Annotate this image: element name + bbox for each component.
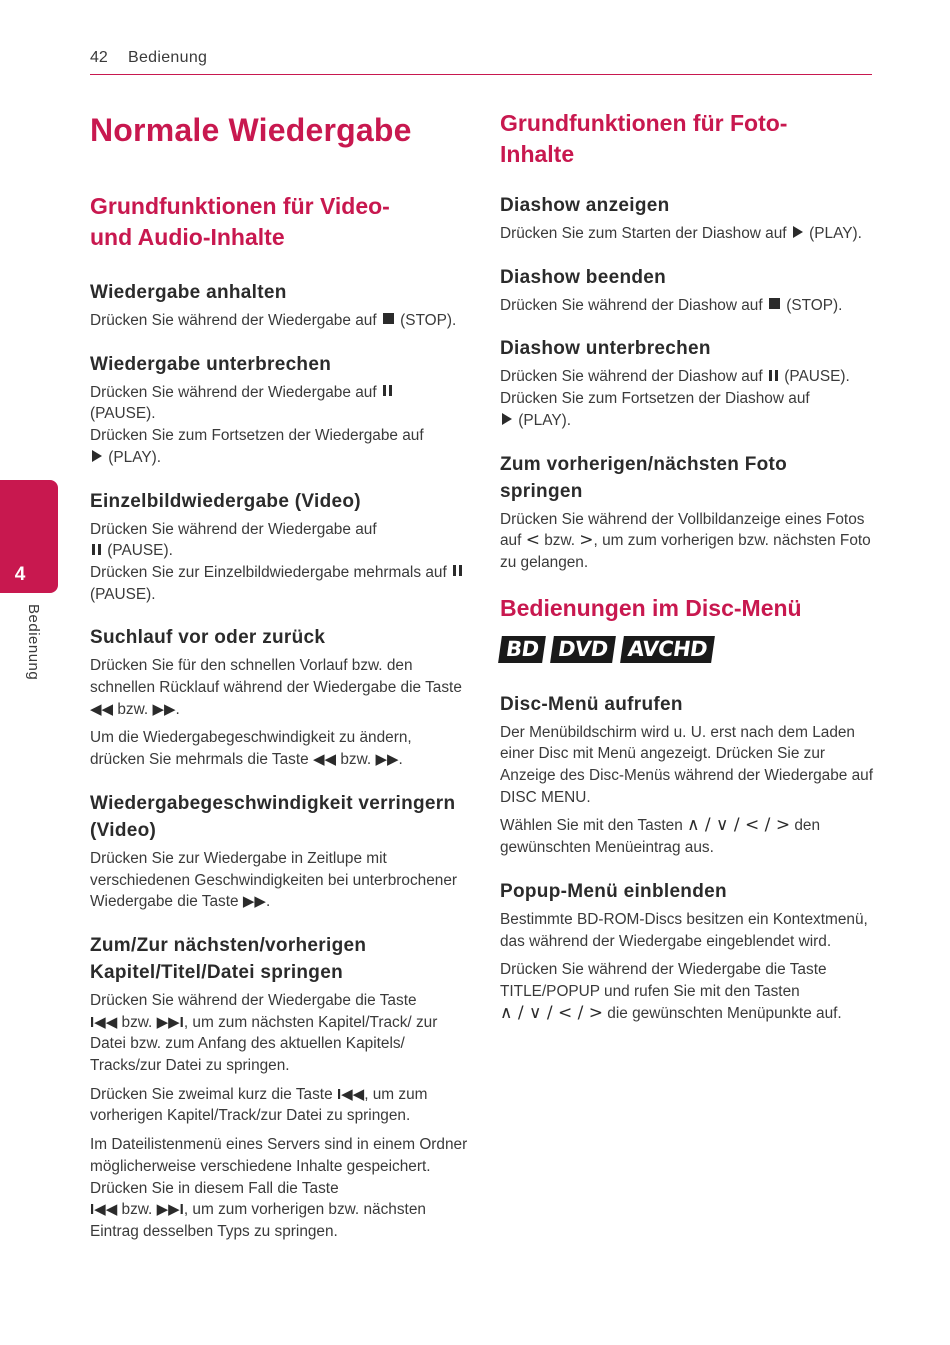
section-skip xyxy=(90,932,470,1243)
heading-stop: Wiedergabe anhalten xyxy=(90,282,287,303)
text-search-1: Drücken Sie für den schnellen Vorlauf bzw. den schnellen Rücklauf während der Wiedergabe die Taste ◀◀ bzw. ▶▶. xyxy=(90,657,462,718)
section-photo-skip xyxy=(500,451,875,574)
skip-next-icon: ▶▶I xyxy=(156,1013,184,1031)
header-section-name: Bedienung xyxy=(128,49,208,66)
text-disc-menu-2: Wählen Sie mit den Tasten ∧ / ∨ / < / > den gewünschten Menüeintrag aus. xyxy=(500,815,821,857)
heading-slideshow-start: Diashow anzeigen xyxy=(500,195,670,216)
play-icon xyxy=(502,413,512,425)
heading-slow: Wiedergabegeschwindigkeit verringern (Video) xyxy=(90,792,456,841)
text-pause: Drücken Sie während der Wiedergabe auf (PAUSE). Drücken Sie zum Fortsetzen der Wiedergabe auf (PLAY). xyxy=(90,383,424,466)
heading-skip: Zum/Zur nächsten/vorherigen Kapitel/Titel/Datei springen xyxy=(90,934,367,983)
text-stop: Drücken Sie während der Wiedergabe auf (STOP). xyxy=(90,312,457,329)
heading-disc-menu: Disc-Menü aufrufen xyxy=(500,693,683,715)
bd-badge: BD xyxy=(498,636,546,663)
rewind-icon: ◀◀ xyxy=(90,700,114,718)
skip-previous-icon: I◀◀ xyxy=(90,1201,118,1219)
fast-forward-icon: ▶▶ xyxy=(152,700,176,718)
section-search xyxy=(90,624,470,771)
disc-badges xyxy=(500,636,875,663)
text-slideshow-stop: Drücken Sie während der Diashow auf (STOP). xyxy=(500,296,843,314)
text-skip-1: Drücken Sie während der Wiedergabe die Taste I◀◀ bzw. ▶▶I, um zum nächsten Kapitel/Track/ zur Datei bzw. zum Anfang des aktuellen Kapitels/ Tracks/zur Datei zu springen. xyxy=(90,991,438,1075)
pause-icon xyxy=(453,565,462,576)
text-popup-menu-2: Drücken Sie während der Wiedergabe die Taste TITLE/POPUP und rufen Sie mit den Tasten ∧ / ∨ / < / > die gewünschten Menüpunkte auf. xyxy=(500,961,842,1023)
heading-slideshow-pause: Diashow unterbrechen xyxy=(500,338,711,360)
fast-forward-icon: ▶▶ xyxy=(242,893,266,911)
right-arrow-icon: > xyxy=(579,530,594,551)
heading-pause: Wiedergabe unterbrechen xyxy=(90,353,332,375)
text-skip-2: Drücken Sie zweimal kurz die Taste I◀◀, um zum vorherigen Kapitel/Track/zur Datei zu springen. xyxy=(90,1085,428,1125)
section-title-disc-menu: Bedienungen im Disc-Menü xyxy=(500,594,802,621)
text-popup-menu-1: Bestimmte BD-ROM-Discs besitzen ein Kontextmenü, das während der Wiedergabe eingeblendet wird. xyxy=(500,910,868,950)
section-slow xyxy=(90,790,470,913)
section-slideshow-start xyxy=(500,192,875,245)
page-title: Normale Wiedergabe xyxy=(90,112,412,148)
text-search-2: Um die Wiedergabegeschwindigkeit zu ändern, drücken Sie mehrmals die Taste ◀◀ bzw. ▶▶. xyxy=(90,729,412,769)
heading-slideshow-stop: Diashow beenden xyxy=(500,266,667,288)
text-slideshow-pause: Drücken Sie während der Diashow auf (PAUSE). Drücken Sie zum Fortsetzen der Diashow auf (PLAY). xyxy=(500,368,850,429)
section-pause xyxy=(90,351,470,469)
pause-icon xyxy=(383,385,392,396)
section-title-photo: Grundfunktionen für Foto-Inhalte xyxy=(500,110,788,167)
play-icon xyxy=(92,450,102,462)
section-slideshow-stop xyxy=(500,264,875,317)
chapter-number: 4 xyxy=(14,564,26,585)
pause-icon xyxy=(92,544,101,555)
heading-frame: Einzelbildwiedergabe (Video) xyxy=(90,490,361,512)
text-frame: Drücken Sie während der Wiedergabe auf (PAUSE). Drücken Sie zur Einzelbildwiedergabe mehrmals auf (PAUSE). xyxy=(90,519,470,606)
stop-icon xyxy=(383,313,394,324)
section-slideshow-pause xyxy=(500,335,875,431)
page-number: 42 xyxy=(90,49,108,66)
skip-next-icon: ▶▶I xyxy=(156,1201,184,1219)
navigation-arrows-icon: ∧ / ∨ / < / > xyxy=(687,815,791,836)
text-skip-3: Im Dateilistenmenü eines Servers sind in einem Ordner möglicherweise verschiedene Inhalte gespeichert. Drücken Sie in diesem Fall die Taste I◀◀ bzw. ▶▶I, um zum vorherigen bzw. nächsten Eintrag desselben Typs zu springen. xyxy=(90,1136,468,1240)
heading-search: Suchlauf vor oder zurück xyxy=(90,627,326,649)
section-frame xyxy=(90,488,470,606)
skip-previous-icon: I◀◀ xyxy=(90,1013,118,1031)
chapter-tab xyxy=(0,480,58,593)
play-icon xyxy=(793,226,803,238)
text-slow: Drücken Sie zur Wiedergabe in Zeitlupe mit verschiedenen Geschwindigkeiten bei unterbrochener Wiedergabe die Taste ▶▶. xyxy=(90,849,458,911)
dvd-badge: DVD xyxy=(551,636,616,663)
text-slideshow-start: Drücken Sie zum Starten der Diashow auf (PLAY). xyxy=(500,225,862,242)
rewind-icon: ◀◀ xyxy=(313,751,337,769)
left-column xyxy=(90,108,470,1262)
avchd-badge: AVCHD xyxy=(620,636,715,663)
page-header xyxy=(90,49,872,75)
section-stop xyxy=(90,279,470,332)
left-arrow-icon: < xyxy=(525,530,540,551)
section-title-video-audio: Grundfunktionen für Video- und Audio-Inhalte xyxy=(90,193,390,250)
text-photo-skip: Drücken Sie während der Vollbildanzeige eines Fotos auf < bzw. >, um zum vorherigen bzw. nächsten Foto zu gelangen. xyxy=(500,510,871,571)
heading-photo-skip: Zum vorherigen/nächsten Foto springen xyxy=(500,453,788,502)
chapter-label: Bedienung xyxy=(25,604,42,681)
section-popup-menu xyxy=(500,878,875,1025)
navigation-arrows-icon: ∧ / ∨ / < / > xyxy=(500,1002,603,1023)
fast-forward-icon: ▶▶ xyxy=(375,751,399,769)
skip-previous-icon: I◀◀ xyxy=(336,1085,365,1103)
pause-icon xyxy=(769,370,778,381)
stop-icon xyxy=(769,298,780,309)
right-column xyxy=(500,108,875,1043)
section-disc-menu xyxy=(500,691,875,859)
text-disc-menu-1: Der Menübildschirm wird u. U. erst nach dem Laden einer Disc mit Menü angezeigt. Drücken Sie zur Anzeige des Disc-Menüs während der Wiedergabe auf DISC MENU. xyxy=(500,723,873,806)
heading-popup-menu: Popup-Menü einblenden xyxy=(500,880,727,902)
